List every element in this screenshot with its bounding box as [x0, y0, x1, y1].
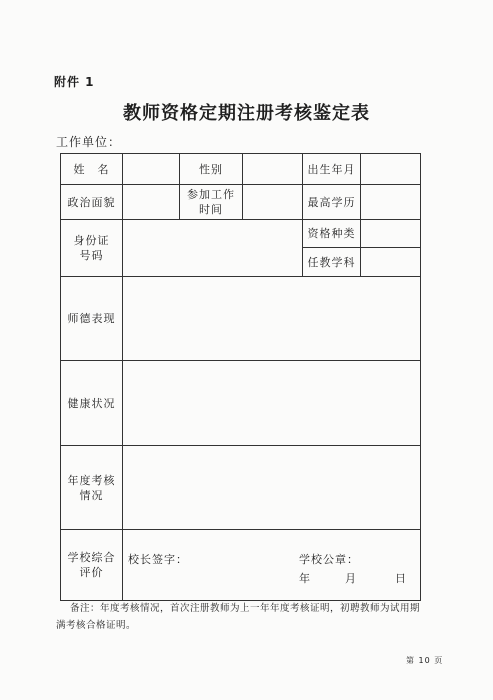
id-label-line1: 身份证: [73, 234, 110, 247]
work-start-value-cell[interactable]: [243, 185, 303, 220]
education-value-cell[interactable]: [361, 185, 421, 220]
remark-note: [56, 600, 456, 634]
id-label-line2: 号码: [79, 249, 104, 262]
school-eval-label-line2: 评价: [79, 566, 104, 579]
annual-label-line1: 年度考核: [67, 473, 116, 487]
health-label: 健康状况: [61, 361, 123, 446]
gender-value-cell[interactable]: [243, 154, 303, 185]
education-label: 最高学历: [303, 185, 361, 220]
political-label: 政治面貌: [61, 185, 123, 220]
birth-label: 出生年月: [303, 154, 361, 185]
name-value-cell[interactable]: [123, 154, 180, 185]
birth-value-cell[interactable]: [361, 154, 421, 185]
school-evaluation-label: [61, 530, 123, 601]
date-day-label: 日: [395, 572, 407, 585]
qualification-value-cell[interactable]: [361, 220, 421, 248]
attachment-label: 附件 1: [54, 75, 95, 89]
work-start-label-line1: 参加工作: [187, 188, 235, 201]
annual-label-line2: 情况: [79, 488, 104, 502]
page-number: 第 10 页: [406, 656, 444, 665]
work-unit-label: 工作单位：: [56, 135, 122, 149]
id-value-cell[interactable]: [123, 220, 303, 277]
id-label: [61, 220, 123, 277]
remark-line2: 满考核合格证明。: [56, 620, 137, 631]
subject-value-cell[interactable]: [361, 248, 421, 277]
date-year-label: 年: [299, 572, 311, 585]
principal-signature-label: 校长签字：: [128, 553, 188, 566]
ethics-value-cell[interactable]: [123, 277, 421, 361]
school-eval-label-line1: 学校综合: [67, 551, 116, 564]
qualification-label: 资格种类: [303, 220, 361, 248]
work-start-label-line2: 时间: [199, 203, 223, 216]
annual-assessment-label: [61, 446, 123, 530]
remark-line1: 备注：年度考核情况，首次注册教师为上一年年度考核证明，初聘教师为试用期: [70, 603, 421, 614]
assessment-form-table: [60, 153, 421, 601]
date-month-label: 月: [345, 572, 357, 585]
gender-label: 性别: [180, 154, 243, 185]
name-label: 姓 名: [61, 154, 123, 185]
subject-label: 任教学科: [303, 248, 361, 277]
health-value-cell[interactable]: [123, 361, 421, 446]
political-value-cell[interactable]: [123, 185, 180, 220]
work-start-label: [180, 185, 243, 220]
school-seal-label: 学校公章：: [299, 553, 359, 566]
annual-assessment-value-cell[interactable]: [123, 446, 421, 530]
page-title: 教师资格定期注册考核鉴定表: [123, 103, 370, 124]
school-evaluation-value-cell[interactable]: [123, 530, 421, 601]
ethics-label: 师德表现: [61, 277, 123, 361]
